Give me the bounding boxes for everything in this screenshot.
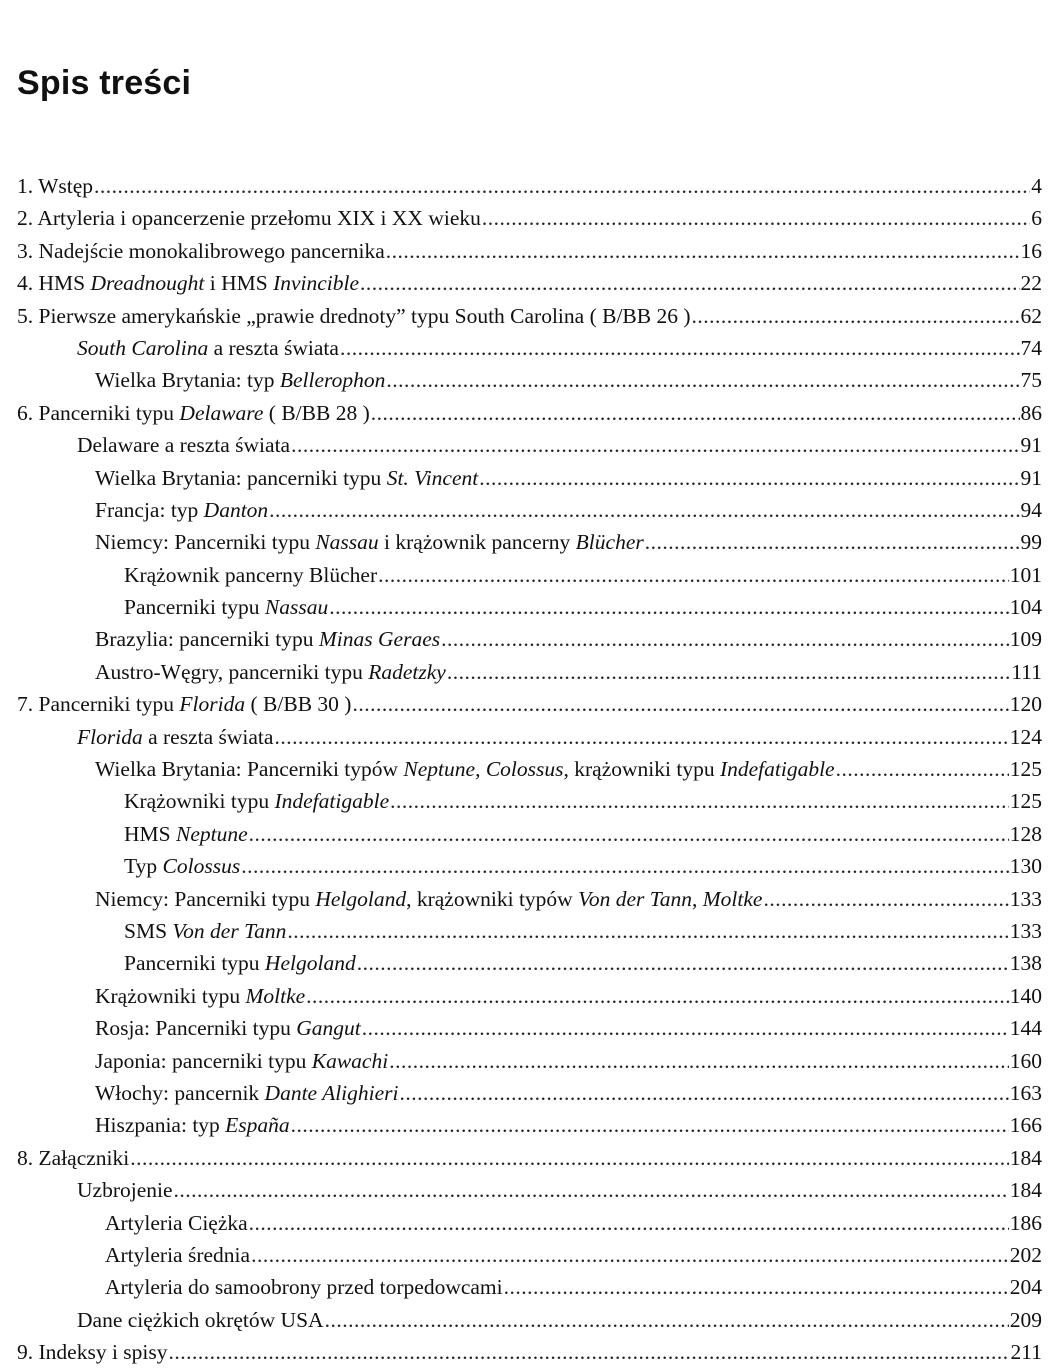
dot-leader [94,170,1030,202]
toc-entry-title [95,462,478,494]
toc-entry-title [95,656,446,688]
toc-title-italic-part: Radetzky [368,660,446,684]
dot-leader [482,202,1030,234]
toc-entry[interactable] [0,559,1054,591]
toc-title-italic-part: Neptune, Colossus [403,757,563,781]
table-of-contents [0,170,1054,1368]
toc-title-part: Rosja: Pancerniki typu [95,1016,296,1040]
dot-leader [390,785,1009,817]
toc-title-italic-part: Moltke [245,984,305,1008]
toc-page-number: 160 [1010,1045,1054,1077]
toc-title-part: Niemcy: Pancerniki typu [95,887,315,911]
toc-title-italic-part: Invincible [273,271,359,295]
toc-entry-title [17,300,691,332]
toc-entry[interactable] [0,1336,1054,1368]
toc-entry[interactable] [0,1271,1054,1303]
toc-title-italic-part: Helgoland [315,887,406,911]
toc-entry[interactable] [0,818,1054,850]
toc-entry-title [77,1174,173,1206]
toc-title-part: ( B/BB 30 ) [245,692,351,716]
toc-page-number: 99 [1021,526,1054,558]
toc-title-part: i HMS [204,271,273,295]
toc-title-part: , krążowniki typów [406,887,578,911]
dot-leader [447,656,1010,688]
toc-entry[interactable] [0,883,1054,915]
dot-leader [241,850,1009,882]
toc-title-part: 9. Indeksy i spisy [17,1340,168,1364]
dot-leader [269,494,1019,526]
toc-page-number: 125 [1010,753,1054,785]
toc-title-italic-part: Colossus [163,854,241,878]
toc-entry[interactable] [0,656,1054,688]
toc-entry-title [17,235,385,267]
toc-title-part: Artyleria Ciężka [105,1211,248,1235]
toc-title-italic-part: Florida [77,725,143,749]
toc-entry-title [17,267,359,299]
toc-page-number: 166 [1010,1109,1054,1141]
dot-leader [130,1142,1009,1174]
dot-leader [479,462,1019,494]
dot-leader [306,980,1009,1012]
dot-leader [174,1174,1009,1206]
toc-title-part: Artyleria średnia [105,1243,250,1267]
toc-title-italic-part: South Carolina [77,336,208,360]
toc-page-number: 140 [1010,980,1054,1012]
toc-title-part: 5. Pierwsze amerykańskie „prawie drednoty” typu South Carolina ( B/BB 26 ) [17,304,691,328]
toc-entry-title [105,1271,503,1303]
toc-entry[interactable] [0,526,1054,558]
toc-title-part: Krążownik pancerny Blücher [124,563,377,587]
toc-title-part: Japonia: pancerniki typu [95,1049,312,1073]
dot-leader [836,753,1009,785]
dot-leader [329,591,1009,623]
toc-page-number: 125 [1010,785,1054,817]
dot-leader [251,1239,1009,1271]
toc-title-part: ( B/BB 28 ) [263,401,369,425]
toc-entry[interactable] [0,235,1054,267]
toc-entry-title [95,1012,361,1044]
toc-page-number: 133 [1010,883,1054,915]
toc-page-number: 104 [1010,591,1054,623]
toc-title-part: Pancerniki typu [124,595,265,619]
dot-leader [645,526,1020,558]
toc-page-number: 75 [1021,364,1054,396]
toc-title-italic-part: Moltke [703,887,763,911]
toc-entry-title [77,332,339,364]
toc-entry-title [124,818,248,850]
dot-leader [504,1271,1009,1303]
toc-page-number: 130 [1010,850,1054,882]
toc-page-number: 101 [1010,559,1054,591]
toc-entry[interactable] [0,429,1054,461]
dot-leader [371,397,1020,429]
toc-entry[interactable] [0,1304,1054,1336]
page-title: Spis treści [17,64,191,103]
toc-entry[interactable] [0,721,1054,753]
toc-entry-title [17,688,351,720]
toc-page-number: 124 [1010,721,1054,753]
toc-title-part: Brazylia: pancerniki typu [95,627,319,651]
dot-leader [249,818,1009,850]
toc-entry[interactable] [0,1045,1054,1077]
toc-title-italic-part: Neptune [176,822,248,846]
toc-entry[interactable] [0,915,1054,947]
toc-page-number: 74 [1021,332,1054,364]
toc-page-number: 186 [1010,1207,1054,1239]
toc-entry-title [124,591,328,623]
toc-entry[interactable] [0,1077,1054,1109]
toc-entry[interactable] [0,202,1054,234]
toc-entry-title [95,526,644,558]
dot-leader [340,332,1020,364]
toc-page-number: 86 [1021,397,1054,429]
toc-entry-title [95,883,762,915]
toc-entry-title [95,623,440,655]
toc-title-part: a reszta świata [143,725,274,749]
toc-page-number: 120 [1010,688,1054,720]
toc-entry[interactable] [0,267,1054,299]
toc-entry[interactable] [0,494,1054,526]
toc-page-number: 16 [1021,235,1054,267]
toc-title-italic-part: Gangut [296,1016,361,1040]
toc-entry[interactable] [0,1012,1054,1044]
toc-page-number: 128 [1010,818,1054,850]
toc-title-italic-part: St. Vincent [387,466,479,490]
toc-title-part: 6. Pancerniki typu [17,401,179,425]
toc-title-part: a reszta świata [208,336,339,360]
toc-entry[interactable] [0,1142,1054,1174]
toc-entry-title [95,1045,388,1077]
toc-entry[interactable] [0,753,1054,785]
dot-leader [362,1012,1009,1044]
toc-page-number: 94 [1021,494,1054,526]
dot-leader [400,1077,1009,1109]
toc-entry-title [77,429,290,461]
toc-page-number: 111 [1011,656,1054,688]
toc-entry-title [77,1304,324,1336]
toc-title-part: Artyleria do samoobrony przed torpedowcami [105,1275,503,1299]
toc-entry-title [95,1077,399,1109]
toc-page-number: 133 [1010,915,1054,947]
toc-entry[interactable] [0,1207,1054,1239]
toc-entry-title [124,559,377,591]
toc-title-part: 1. Wstęp [17,174,93,198]
toc-page-number: 209 [1010,1304,1054,1336]
toc-entry[interactable] [0,397,1054,429]
toc-title-part: Krążowniki typu [95,984,245,1008]
toc-entry-title [124,915,286,947]
dot-leader [441,623,1009,655]
toc-page-number: 138 [1010,947,1054,979]
toc-title-italic-part: Blücher [576,530,644,554]
toc-page-number: 184 [1010,1174,1054,1206]
toc-title-italic-part: Delaware [179,401,263,425]
toc-entry-title [105,1207,248,1239]
toc-entry[interactable] [0,462,1054,494]
toc-title-part: 3. Nadejście monokalibrowego pancernika [17,239,385,263]
toc-title-italic-part: Dante Alighieri [265,1081,399,1105]
toc-entry-title [95,364,385,396]
toc-entry[interactable] [0,850,1054,882]
dot-leader [378,559,1009,591]
toc-entry[interactable] [0,170,1054,202]
toc-entry-title [95,494,268,526]
toc-page-number: 202 [1010,1239,1054,1271]
toc-title-part: Pancerniki typu [124,951,265,975]
toc-entry-title [17,1142,129,1174]
toc-page-number: 91 [1021,462,1054,494]
dot-leader [249,1207,1009,1239]
toc-page-number: 62 [1021,300,1054,332]
toc-entry-title [105,1239,250,1271]
toc-page-number: 211 [1011,1336,1054,1368]
toc-title-italic-part: Helgoland [265,951,356,975]
toc-entry-title [95,753,835,785]
toc-entry[interactable] [0,1109,1054,1141]
toc-entry[interactable] [0,332,1054,364]
toc-entry[interactable] [0,623,1054,655]
toc-entry-title [124,850,240,882]
toc-title-part: Hiszpania: typ [95,1113,225,1137]
toc-title-italic-part: Nassau [315,530,378,554]
toc-page-number: 6 [1031,202,1054,234]
toc-title-part: Wielka Brytania: typ [95,368,280,392]
dot-leader [357,947,1009,979]
toc-title-italic-part: Von der Tann [578,887,692,911]
dot-leader [169,1336,1010,1368]
toc-page-number: 91 [1021,429,1054,461]
toc-title-part: Delaware a reszta świata [77,433,290,457]
toc-title-italic-part: Nassau [265,595,328,619]
toc-title-part: Niemcy: Pancerniki typu [95,530,315,554]
toc-entry[interactable] [0,785,1054,817]
toc-title-italic-part: España [225,1113,290,1137]
toc-entry[interactable] [0,688,1054,720]
toc-page-number: 163 [1010,1077,1054,1109]
toc-page-number: 4 [1031,170,1054,202]
toc-title-part: Włochy: pancernik [95,1081,265,1105]
toc-title-italic-part: Indefatigable [274,789,389,813]
toc-page-number: 144 [1010,1012,1054,1044]
toc-title-part: Wielka Brytania: pancerniki typu [95,466,387,490]
toc-entry-title [77,721,273,753]
toc-title-part: Wielka Brytania: Pancerniki typów [95,757,403,781]
toc-entry-title [17,202,481,234]
dot-leader [692,300,1020,332]
toc-title-part: Krążowniki typu [124,789,274,813]
toc-entry[interactable] [0,1239,1054,1271]
toc-title-italic-part: Von der Tann [172,919,286,943]
dot-leader [291,1109,1009,1141]
toc-title-part: 2. Artyleria i opancerzenie przełomu XIX i XX wieku [17,206,481,230]
toc-title-part: Francja: typ [95,498,204,522]
toc-title-italic-part: Minas Geraes [319,627,440,651]
dot-leader [352,688,1008,720]
toc-entry[interactable] [0,591,1054,623]
toc-title-part: Typ [124,854,163,878]
toc-title-part: , [692,887,703,911]
toc-page-number: 22 [1021,267,1054,299]
toc-entry-title [124,785,389,817]
toc-entry[interactable] [0,300,1054,332]
toc-entry-title [95,1109,290,1141]
toc-page-number: 109 [1010,623,1054,655]
toc-title-italic-part: Danton [204,498,269,522]
toc-entry-title [17,170,93,202]
toc-entry[interactable] [0,1174,1054,1206]
toc-title-italic-part: Dreadnought [90,271,204,295]
dot-leader [763,883,1008,915]
dot-leader [274,721,1008,753]
toc-entry-title [124,947,356,979]
toc-title-italic-part: Bellerophon [280,368,385,392]
toc-entry-title [95,980,305,1012]
toc-title-italic-part: Kawachi [312,1049,388,1073]
dot-leader [325,1304,1009,1336]
toc-page-number: 184 [1010,1142,1054,1174]
toc-entry-title [17,397,370,429]
toc-title-part: SMS [124,919,172,943]
toc-title-italic-part: Florida [179,692,245,716]
toc-title-part: i krążownik pancerny [379,530,576,554]
toc-entry[interactable] [0,980,1054,1012]
toc-title-italic-part: Indefatigable [720,757,835,781]
toc-entry-title [17,1336,168,1368]
toc-title-part: 8. Załączniki [17,1146,129,1170]
toc-title-part: HMS [124,822,176,846]
dot-leader [386,235,1020,267]
dot-leader [287,915,1008,947]
toc-entry[interactable] [0,364,1054,396]
toc-page-number: 204 [1010,1271,1054,1303]
toc-title-part: Uzbrojenie [77,1178,173,1202]
dot-leader [291,429,1019,461]
dot-leader [386,364,1019,396]
dot-leader [360,267,1019,299]
toc-title-part: 7. Pancerniki typu [17,692,179,716]
toc-title-part: 4. HMS [17,271,90,295]
dot-leader [389,1045,1009,1077]
toc-title-part: Austro-Węgry, pancerniki typu [95,660,368,684]
toc-entry[interactable] [0,947,1054,979]
toc-title-part: Dane ciężkich okrętów USA [77,1308,324,1332]
toc-title-part: , krążowniki typu [564,757,720,781]
